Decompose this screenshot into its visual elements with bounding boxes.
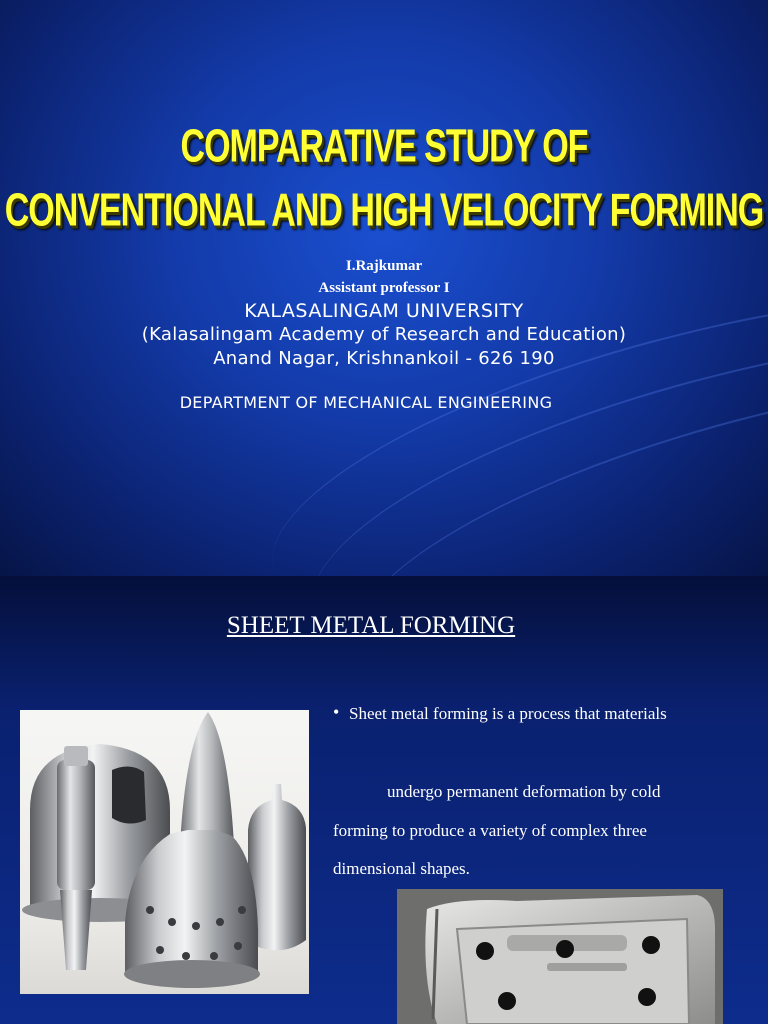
stamped-panel-illustration	[397, 889, 723, 1024]
slide-heading: SHEET METAL FORMING	[226, 612, 516, 639]
university-name: KALASALINGAM UNIVERSITY	[244, 300, 524, 322]
formed-metal-parts-illustration	[20, 710, 309, 994]
slide-title-line-2: CONVENTIONAL AND HIGH VELOCITY FORMING	[4, 185, 764, 237]
bullet-icon: •	[333, 702, 340, 722]
formed-metal-parts-photo	[20, 710, 309, 994]
content-slide	[0, 576, 768, 1024]
body-text-line-3: forming to produce a variety of complex three	[333, 821, 647, 840]
author-name: I.Rajkumar	[345, 258, 423, 274]
stamped-car-panel-photo	[397, 889, 723, 1024]
university-address: Anand Nagar, Krishnankoil - 626 190	[213, 348, 555, 369]
body-text-line-1: Sheet metal forming is a process that materials	[349, 704, 667, 723]
body-text-line-2: undergo permanent deformation by cold	[387, 782, 661, 801]
academy-name: (Kalasalingam Academy of Research and Education)	[141, 324, 627, 345]
body-text-line-4: dimensional shapes.	[333, 859, 470, 878]
author-position: Assistant professor I	[318, 280, 450, 296]
department-name: DEPARTMENT OF MECHANICAL ENGINEERING	[179, 393, 553, 412]
slide-title-line-1: COMPARATIVE STUDY OF	[180, 121, 588, 173]
